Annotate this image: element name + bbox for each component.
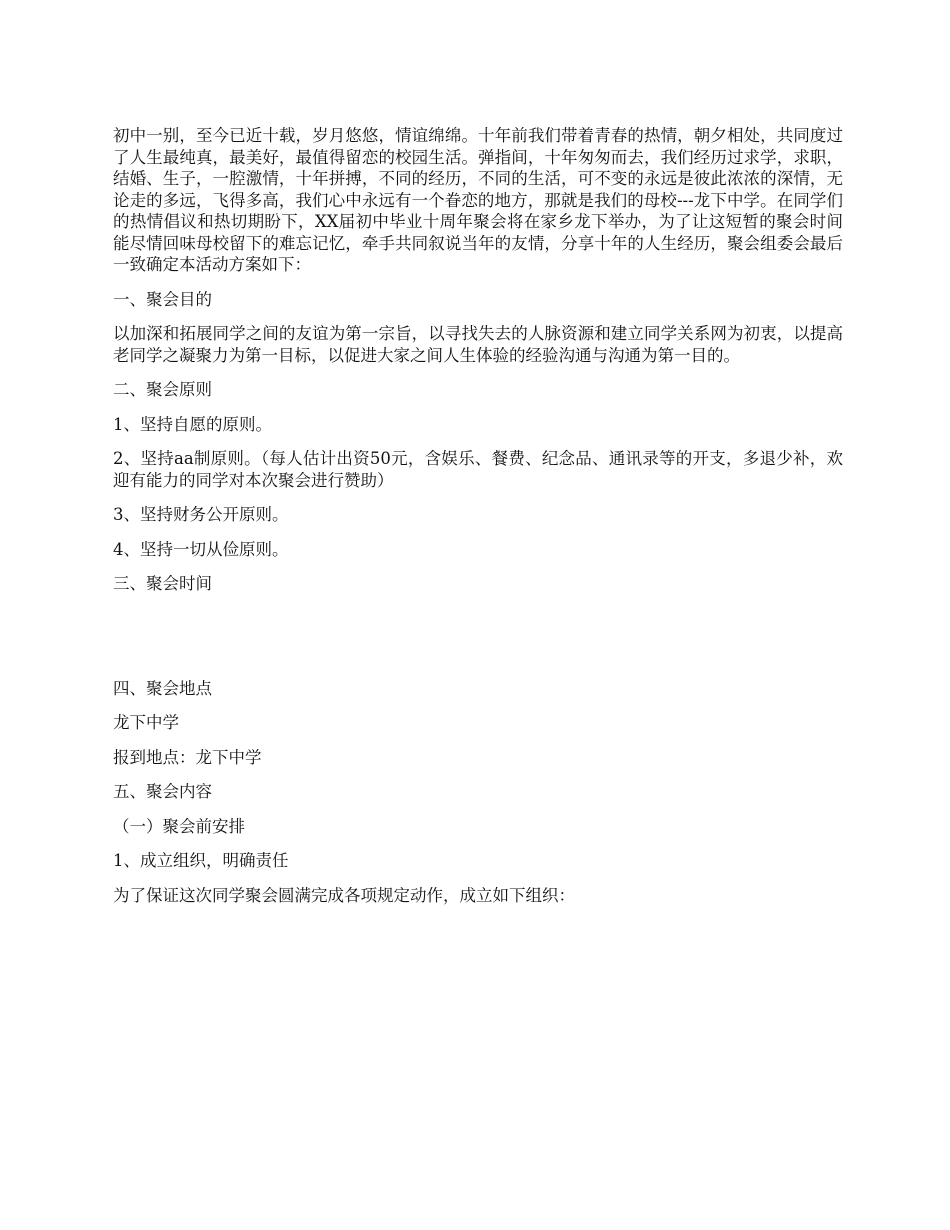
checkin-text: 报到地点：龙下中学: [113, 747, 262, 767]
organization-paragraph: 为了保证这次同学聚会圆满完成各项规定动作，成立如下组织：: [113, 885, 575, 905]
section-heading-principles: 二、聚会原则: [113, 380, 212, 399]
section-heading-time: 三、聚会时间: [113, 574, 212, 593]
purpose-paragraph: 以加深和拓展同学之间的友谊为第一宗旨，以寻找失去的人脉资源和建立同学关系网为初衷，以提高老同学之凝聚力为第一目标，以促进大家之间人生体验的经验沟通与沟通为第一目的。: [113, 324, 843, 365]
section-heading-purpose: 一、聚会目的: [113, 289, 212, 309]
section-heading-content: 五、聚会内容: [113, 782, 212, 801]
item-heading-organization: 1、成立组织，明确责任: [113, 851, 289, 870]
principle-item-2: 2、坚持aa制原则。（每人估计出资50元，含娱乐、餐费、纪念品、通讯录等的开支，多退少补，欢迎有能力的同学对本次聚会进行赞助）: [113, 449, 843, 490]
section-heading-venue: 四、聚会地点: [113, 678, 212, 698]
subsection-heading-preparation: （一）聚会前安排: [113, 816, 245, 836]
intro-paragraph: 初中一别，至今已近十载，岁月悠悠，情谊绵绵。十年前我们带着青春的热情，朝夕相处，共同度过了人生最纯真，最美好，最值得留恋的校园生活。弹指间，十年匆匆而去，我们经历过求学，求职，结婚、生子，一腔激情，十年拼搏，不同的经历，不同的生活，可不变的永远是彼此浓浓的深情，无论走的多远，飞得多高，我们心中永远有一个眷恋的地方，那就是我们的母校---龙下中学。在同学们的热情倡议和热切期盼下，XX届初中毕业十周年聚会将在家乡龙下举办，为了让这短暂的聚会时间能尽情回味母校留下的难忘记忆，牵手共同叙说当年的友情，分享十年的人生经历，聚会组委会最后一致确定本活动方案如下：: [113, 126, 843, 274]
principle-item-3: 3、坚持财务公开原则。: [113, 505, 289, 524]
principle-item-1: 1、坚持自愿的原则。: [113, 414, 272, 434]
venue-text: 龙下中学: [113, 713, 179, 732]
document-body: [113, 125, 843, 906]
principle-item-4: 4、坚持一切从俭原则。: [113, 539, 289, 559]
